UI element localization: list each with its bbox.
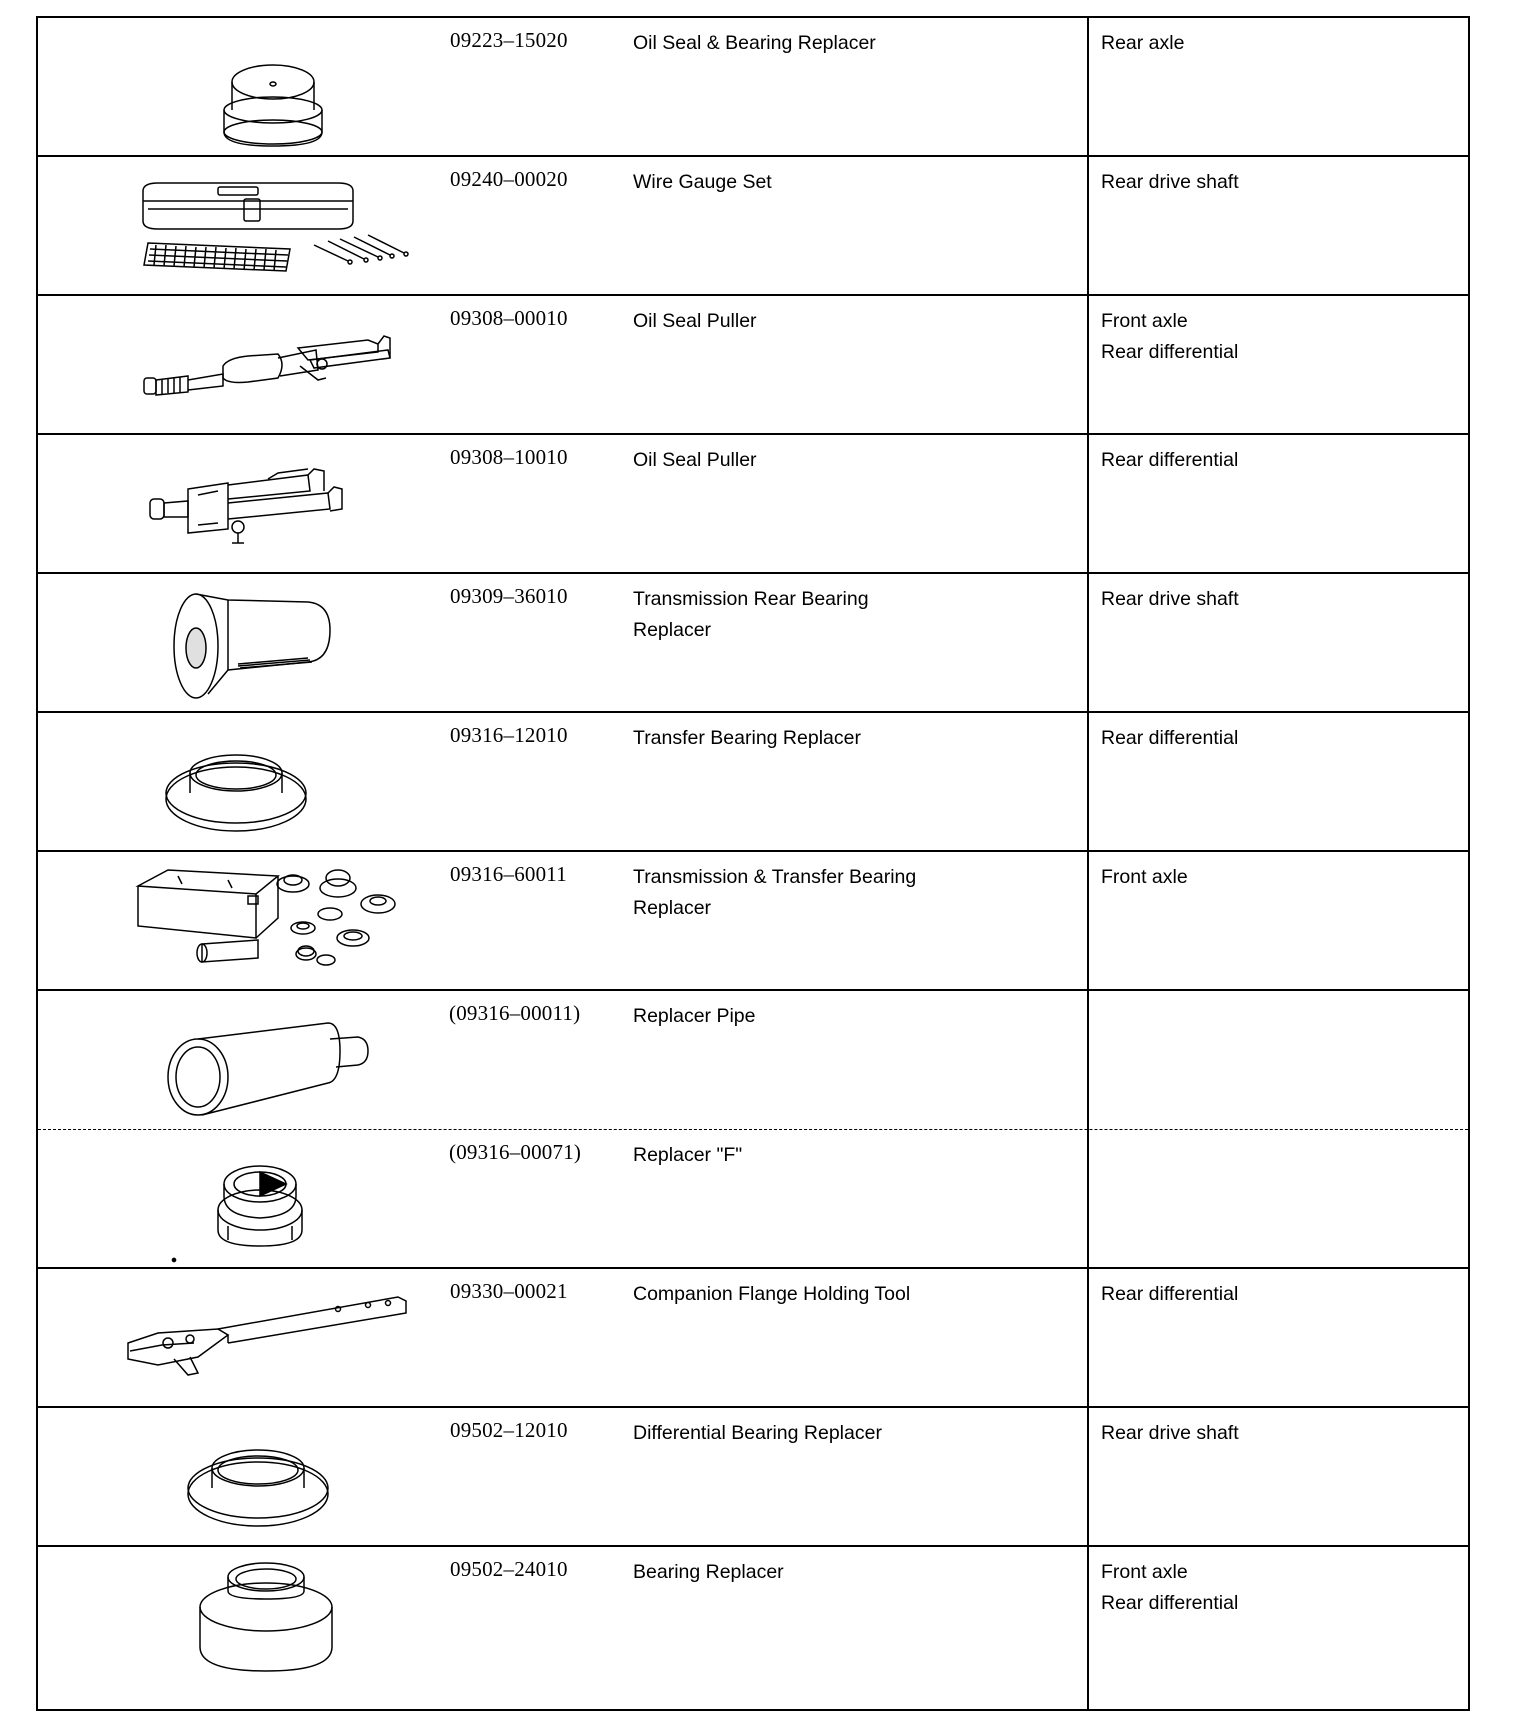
part-number: 09316–12010 xyxy=(450,723,568,747)
tool-name-line: Companion Flange Holding Tool xyxy=(633,1283,911,1305)
tool-name-line: Replacer Pipe xyxy=(633,1005,756,1027)
tool-uses xyxy=(1101,1279,1461,1310)
ring-replacer-icon xyxy=(78,1412,438,1542)
ring-replacer-icon xyxy=(78,717,438,847)
part-number: 09309–36010 xyxy=(450,584,568,608)
part-number: 09240–00020 xyxy=(450,167,568,191)
tool-name-line: Differential Bearing Replacer xyxy=(633,1422,882,1444)
tool-name-line: Bearing Replacer xyxy=(633,1561,784,1583)
use-item: Rear drive shaft xyxy=(1101,171,1239,193)
use-item: Rear differential xyxy=(1101,727,1239,749)
use-item: Front axle xyxy=(1101,310,1188,332)
replacer-kit-icon xyxy=(78,856,438,986)
use-item: Rear differential xyxy=(1101,1283,1239,1305)
replacer-pipe-icon xyxy=(78,995,438,1125)
part-number: 09223–15020 xyxy=(450,28,568,52)
table-row xyxy=(38,157,1468,296)
use-item: Rear drive shaft xyxy=(1101,588,1239,610)
tool-name-line: Oil Seal & Bearing Replacer xyxy=(633,32,876,54)
cup-replacer-icon xyxy=(78,22,438,152)
table-row xyxy=(38,574,1468,713)
tool-name xyxy=(633,306,1063,337)
use-item: Rear axle xyxy=(1101,32,1185,54)
part-number: 09502–24010 xyxy=(450,1557,568,1581)
use-item: Rear drive shaft xyxy=(1101,1422,1239,1444)
table-row xyxy=(38,713,1468,852)
tool-name-line: Wire Gauge Set xyxy=(633,171,772,193)
use-item: Rear differential xyxy=(1101,341,1239,363)
tool-name xyxy=(633,1001,1063,1032)
tool-uses xyxy=(1101,1557,1461,1619)
tool-name-line: Transmission & Transfer Bearing xyxy=(633,866,917,888)
tool-name-line: Replacer "F" xyxy=(633,1144,743,1166)
tool-name xyxy=(633,723,1063,754)
use-item: Front axle xyxy=(1101,866,1188,888)
stepped-replacer-icon xyxy=(78,1551,438,1681)
flange-holding-tool-icon xyxy=(78,1273,438,1403)
tool-name xyxy=(633,1140,1063,1171)
use-item: Rear differential xyxy=(1101,1592,1239,1614)
tool-uses xyxy=(1101,445,1461,476)
tool-name-line: Replacer xyxy=(633,897,712,919)
tool-uses xyxy=(1101,584,1461,615)
sleeve-replacer-icon xyxy=(78,578,438,708)
tool-name-line: Transmission Rear Bearing xyxy=(633,588,869,610)
table-row xyxy=(38,1408,1468,1547)
wire-gauge-set-icon xyxy=(78,161,438,291)
table-row xyxy=(38,435,1468,574)
tool-uses xyxy=(1101,167,1461,198)
table-row xyxy=(38,296,1468,435)
table-row xyxy=(38,991,1468,1130)
tool-name xyxy=(633,584,1063,646)
tool-uses xyxy=(1101,1418,1461,1449)
tool-name xyxy=(633,445,1063,476)
tool-name xyxy=(633,1418,1063,1449)
replacer-f-icon xyxy=(78,1134,438,1264)
table-row xyxy=(38,18,1468,157)
table-row xyxy=(38,1269,1468,1408)
tool-name-line: Replacer xyxy=(633,619,712,641)
special-service-tools-table xyxy=(36,16,1470,1711)
table-row xyxy=(38,1130,1468,1269)
part-number: 09308–00010 xyxy=(450,306,568,330)
table-row xyxy=(38,1547,1468,1711)
tool-uses xyxy=(1101,306,1461,368)
tool-name xyxy=(633,28,1063,59)
tool-name-line: Transfer Bearing Replacer xyxy=(633,727,861,749)
tool-name xyxy=(633,167,1063,198)
part-number: (09316–00011) xyxy=(449,1001,581,1025)
tool-uses xyxy=(1101,28,1461,59)
part-number: 09330–00021 xyxy=(450,1279,568,1303)
use-item: Front axle xyxy=(1101,1561,1188,1583)
jaw-puller-icon xyxy=(78,439,438,569)
use-item: Rear differential xyxy=(1101,449,1239,471)
tool-name-line: Oil Seal Puller xyxy=(633,449,757,471)
slide-hammer-puller-icon xyxy=(78,300,438,430)
part-number: 09316–60011 xyxy=(450,862,567,886)
part-number: 09502–12010 xyxy=(450,1418,568,1442)
tool-name xyxy=(633,1557,1063,1588)
tool-name-line: Oil Seal Puller xyxy=(633,310,757,332)
part-number: (09316–00071) xyxy=(449,1140,582,1164)
tool-uses xyxy=(1101,862,1461,893)
tool-name xyxy=(633,862,1063,924)
tool-name xyxy=(633,1279,1063,1310)
part-number: 09308–10010 xyxy=(450,445,568,469)
table-row xyxy=(38,852,1468,991)
tool-uses xyxy=(1101,723,1461,754)
